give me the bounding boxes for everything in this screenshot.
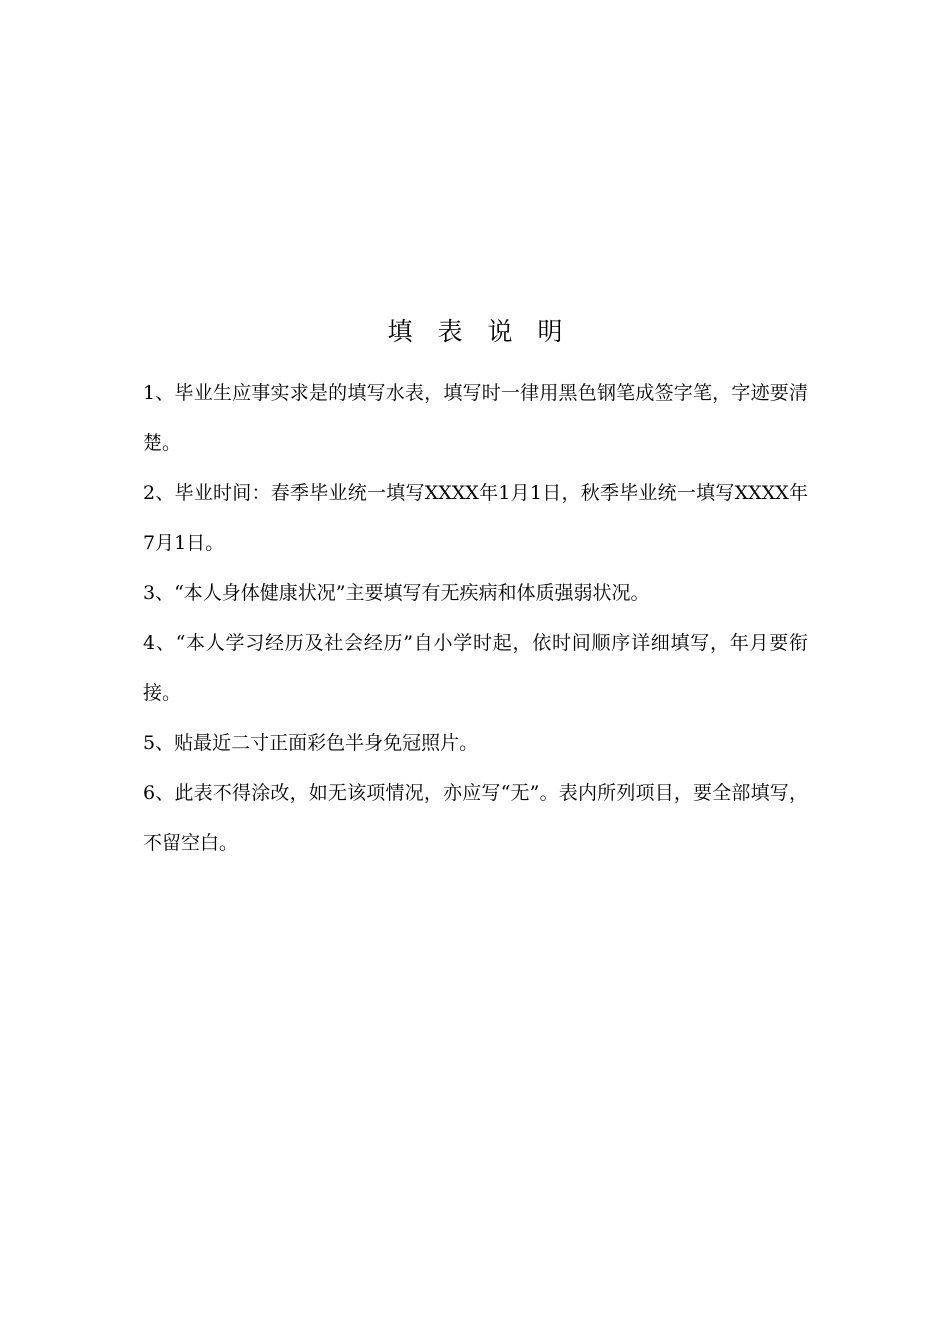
instruction-list [143,368,808,868]
instruction-item-4: 4、“本人学习经历及社会经历”自小学时起，依时间顺序详细填写，年月要衔接。 [143,632,808,704]
instruction-item-1: 1、毕业生应事实求是的填写水表，填写时一律用黑色钢笔成签字笔，字迹要清楚。 [143,382,808,454]
instruction-item-3: 3、“本人身体健康状况”主要填写有无疾病和体质强弱状况。 [143,582,650,604]
instruction-item-6: 6、此表不得涂改，如无该项情况，亦应写“无”。表内所列项目，要全部填写，不留空白。 [143,782,808,854]
instruction-item-2: 2、毕业时间：春季毕业统一填写XXXX年1月1日，秋季毕业统一填写XXXX年7月1日。 [143,482,808,554]
instruction-item-5: 5、贴最近二寸正面彩色半身免冠照片。 [143,732,479,754]
page-title: 填表说明 [387,317,588,346]
